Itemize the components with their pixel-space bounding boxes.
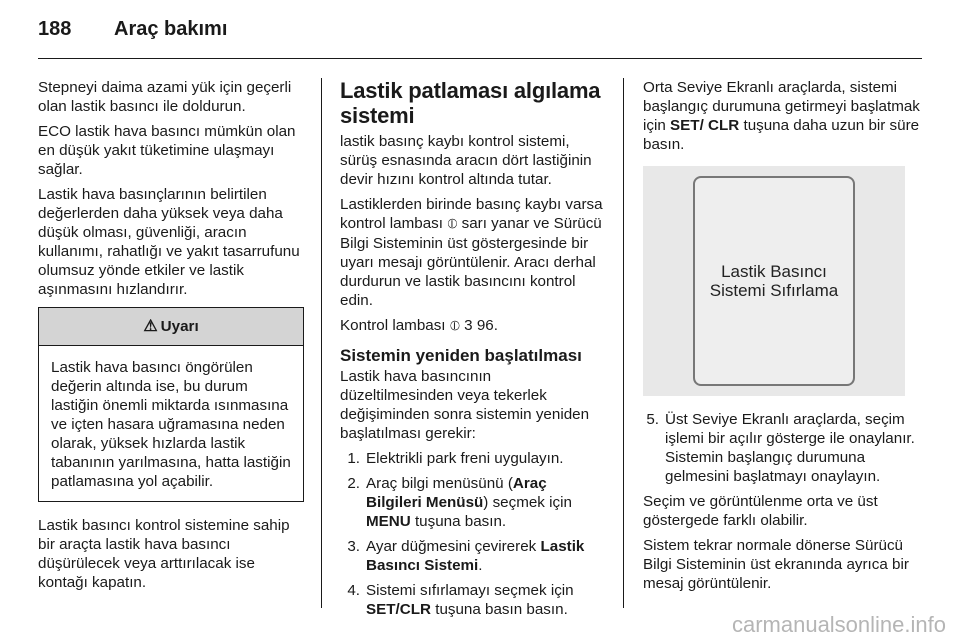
- warning-header: [39, 308, 303, 346]
- page-number: 188: [38, 18, 72, 40]
- paragraph-restart-intro: Lastik hava basıncının düzeltilmesinden veya tekerlek değişiminden sonra sistemin yeniden başlatılması gerekir:: [340, 368, 590, 442]
- paragraph-spare-tire: Stepneyi daima azami yük için geçerli olan lastik basıncı ile doldurun.: [38, 79, 292, 115]
- list-item: 4. Sistemi sıfırlamayı seçmek için SET/CLR tuşuna basın basın.: [347, 582, 574, 618]
- page-title: Araç bakımı: [114, 18, 228, 40]
- paragraph-normal-message: Sistem tekrar normale dönerse Sürücü Bilgi Sisteminin üst ekranında ayrıca bir mesaj görüntülenir.: [643, 537, 909, 592]
- paragraph-ignition-off: Lastik basıncı kontrol sistemine sahip bir araçta lastik hava basıncı düşürülecek veya arttırılacak ise kontağı kapatın.: [38, 517, 290, 591]
- display-line-1: Lastik Basıncı: [721, 262, 827, 281]
- paragraph-display-difference: Seçim ve görüntülenme orta ve üst göstergede farklı olabilir.: [643, 493, 878, 529]
- section-title: Lastik patlaması algılama sistemi: [340, 78, 601, 128]
- warning-text: Lastik hava basıncı öngörülen değerin altında ise, bu durum lastiğin önemli miktarda ısınmasına ve içten hasara uğramasına neden olarak, yüksek hızlarda lastik tabanının yarılmasına, hatta lastiğin patlamasına yol açabilir.: [51, 359, 291, 490]
- warning-triangle-icon: ⚠: [143, 318, 158, 335]
- display-illustration: [643, 166, 905, 396]
- header-rule: [38, 58, 922, 59]
- column-2: [340, 78, 606, 625]
- column-divider-1: [321, 78, 322, 608]
- paragraph-warning-lamp: Lastiklerden birinde basınç kaybı varsa kontrol lambası ⦶ sarı yanar ve Sürücü Bilgi Sisteminin üst göstergesinde bir uyarı mesajı görüntülenir. Aracı derhal durdurun ve lastik basıncını kontrol edin.: [340, 196, 603, 309]
- tire-pressure-icon: ⦶: [447, 216, 458, 232]
- tire-pressure-icon: ⦶: [449, 318, 460, 334]
- page-reference: 3 96.: [464, 317, 498, 334]
- list-item: 1. Elektrikli park freni uygulayın.: [347, 450, 564, 467]
- list-item: 2. Araç bilgi menüsünü (Araç Bilgileri Menüsü) seçmek için MENU tuşuna basın.: [347, 475, 572, 530]
- display-line-2: Sistemi Sıfırlama: [709, 281, 839, 300]
- steps-list: [344, 449, 606, 619]
- list-item: 3. Ayar düğmesini çevirerek Lastik Basıncı Sistemi.: [347, 538, 585, 574]
- warning-box: [38, 307, 304, 502]
- warning-title: Uyarı: [160, 318, 199, 335]
- subsection-title: Sistemin yeniden başlatılması: [340, 346, 582, 365]
- paragraph-system-intro: lastik basınç kaybı kontrol sistemi, sürüş esnasında aracın dört lastiğinin devir hızını kontrol altında tutar.: [340, 133, 592, 188]
- page-header: [38, 18, 227, 48]
- column-1: [38, 78, 304, 598]
- display-screen: [693, 176, 855, 386]
- watermark: carmanualsonline.info: [731, 612, 946, 637]
- paragraph-lamp-reference: Kontrol lambası ⦶ 3 96.: [340, 317, 498, 334]
- column-divider-2: [623, 78, 624, 608]
- paragraph-eco-pressure: ECO lastik hava basıncı mümkün olan en düşük yakıt tüketimine ulaşmayı sağlar.: [38, 123, 296, 178]
- paragraph-mid-display: Orta Seviye Ekranlı araçlarda, sistemi başlangıç durumuna getirmeyi başlatmak için SET/ CLR tuşuna daha uzun bir süre basın.: [643, 79, 920, 153]
- list-item: 5. Üst Seviye Ekranlı araçlarda, seçim işlemi bir açılır gösterge ile onaylanır. Sistemin başlangıç durumuna gelmesini başlatmayı onaylayın.: [646, 411, 915, 485]
- column-3: [643, 78, 925, 599]
- paragraph-pressure-effects: Lastik hava basınçlarının belirtilen değerlerden daha yüksek veya daha düşük olması, güvenliği, aracın kullanımı, rahatlığı ve yakıt tasarrufunu olumsuz yönde etkiler ve lastik aşınmasını hızlandırır.: [38, 186, 300, 298]
